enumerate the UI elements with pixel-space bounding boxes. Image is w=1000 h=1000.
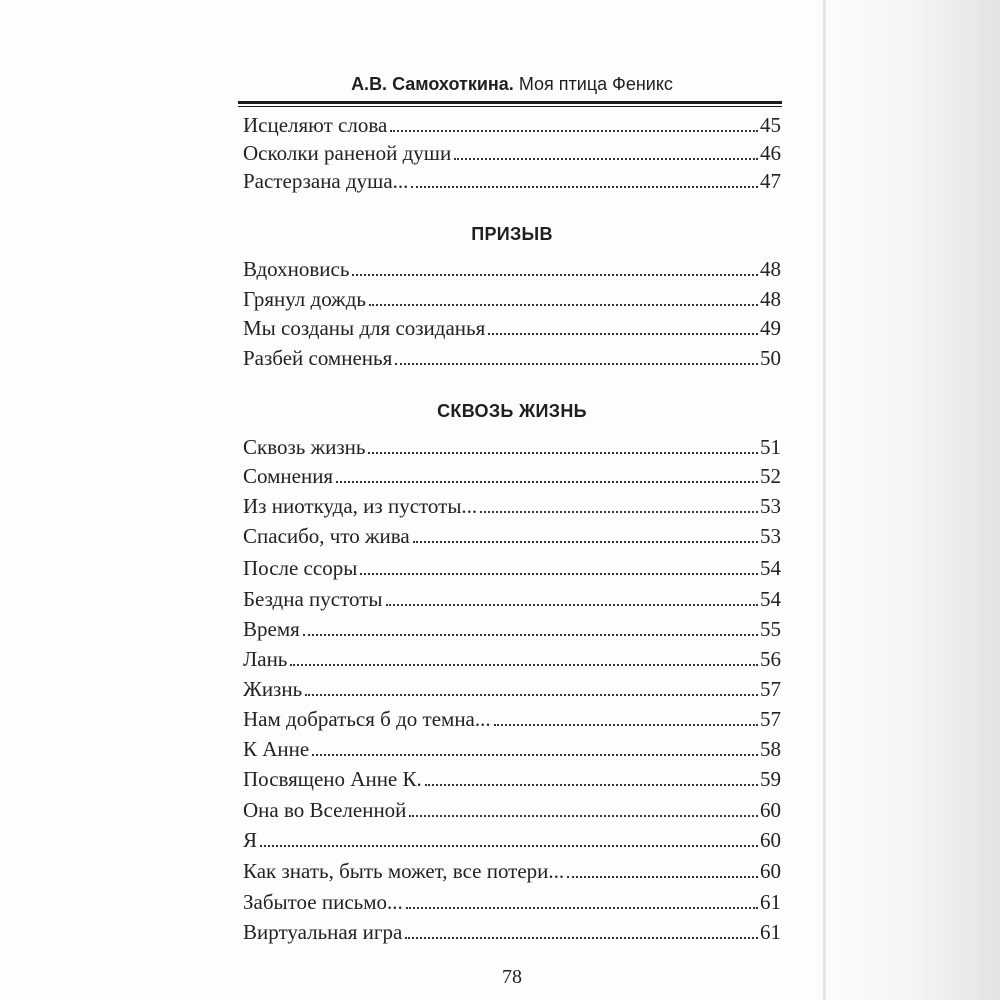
toc-entry-page: 60 — [760, 859, 781, 883]
toc-entry — [243, 254, 781, 284]
toc-entry-page: 54 — [760, 556, 781, 580]
dot-leader — [425, 784, 758, 786]
toc-entry-page: 49 — [760, 316, 781, 340]
running-head — [242, 69, 782, 99]
dot-leader — [336, 481, 758, 483]
toc-entry — [243, 917, 781, 947]
toc-entry-title: Вдохновись — [243, 257, 350, 281]
toc-entry — [243, 887, 781, 917]
toc-entry-page: 61 — [760, 890, 781, 914]
toc-entry-title: Грянул дождь — [243, 287, 366, 311]
toc-entry-page: 50 — [760, 346, 781, 370]
header-rule-thick — [238, 101, 782, 104]
dot-leader — [413, 541, 758, 543]
toc-entry-page: 46 — [760, 141, 781, 165]
toc-entry — [243, 491, 781, 521]
dot-leader — [409, 815, 758, 817]
toc-entry — [243, 432, 781, 462]
dot-leader — [260, 845, 758, 847]
dot-leader — [454, 158, 758, 160]
dot-leader — [411, 186, 758, 188]
dot-leader — [386, 604, 758, 606]
toc-entry-title: Мы созданы для созиданья — [243, 316, 486, 340]
dot-leader — [369, 304, 758, 306]
toc-entry — [243, 795, 781, 825]
toc-entry-page: 52 — [760, 464, 781, 488]
toc-entry-title: Из ниоткуда, из пустоты... — [243, 494, 478, 518]
dot-leader — [368, 452, 758, 454]
dot-leader — [494, 724, 758, 726]
toc-entry-page: 48 — [760, 257, 781, 281]
toc-entry-title: Растерзана душа... — [243, 169, 409, 193]
toc-entry — [243, 138, 781, 168]
toc-entry-title: После ссоры — [243, 556, 358, 580]
toc-entry — [243, 166, 781, 196]
toc-entry-page: 57 — [760, 677, 781, 701]
toc-entry-title: Спасибо, что жива — [243, 524, 410, 548]
toc-entry — [243, 734, 781, 764]
toc-entry-title: Время — [243, 617, 300, 641]
dot-leader — [312, 754, 758, 756]
toc-entry-title: Сквозь жизнь — [243, 435, 366, 459]
page-number: 78 — [502, 966, 522, 988]
dot-leader — [390, 130, 758, 132]
toc-entry-page: 56 — [760, 647, 781, 671]
section-heading: ПРИЗЫВ — [471, 224, 553, 244]
toc-entry-title: Она во Вселенной — [243, 798, 407, 822]
dot-leader — [406, 907, 758, 909]
toc-entry-page: 54 — [760, 587, 781, 611]
toc-entry-title: К Анне — [243, 737, 310, 761]
dot-leader — [360, 573, 758, 575]
toc-entry-page: 51 — [760, 435, 781, 459]
toc-entry — [243, 704, 781, 734]
toc-entry-title: Исцеляют слова — [243, 113, 388, 137]
dot-leader — [305, 694, 758, 696]
header-rule-thin — [238, 106, 782, 107]
toc-entry — [243, 553, 781, 583]
binding-shadow — [810, 0, 1000, 1000]
toc-entry-title: Как знать, быть может, все потери... — [243, 859, 565, 883]
dot-leader — [303, 634, 758, 636]
toc-entry — [243, 461, 781, 491]
dot-leader — [395, 363, 758, 365]
toc-entry — [243, 614, 781, 644]
toc-entry — [243, 674, 781, 704]
toc-entry — [243, 856, 781, 886]
dot-leader — [488, 333, 758, 335]
toc-entry-title: Нам добраться б до темна... — [243, 707, 491, 731]
toc-entry-title: Забытое письмо... — [243, 890, 403, 914]
toc-entry-title: Посвящено Анне К. — [243, 767, 422, 791]
toc-entry-title: Жизнь — [243, 677, 303, 701]
toc-entry-page: 53 — [760, 524, 781, 548]
toc-entry — [243, 644, 781, 674]
toc-entry-page: 58 — [760, 737, 781, 761]
toc-entry-title: Бездна пустоты — [243, 587, 383, 611]
toc-entry — [243, 110, 781, 140]
toc-entry-title: Я — [243, 828, 258, 852]
toc-entry-title: Разбей сомненья — [243, 346, 393, 370]
toc-entry-page: 47 — [760, 169, 781, 193]
dot-leader — [567, 876, 758, 878]
toc-entry-page: 48 — [760, 287, 781, 311]
dot-leader — [405, 937, 758, 939]
toc-entry-page: 57 — [760, 707, 781, 731]
toc-entry-page: 45 — [760, 113, 781, 137]
toc-entry-page: 55 — [760, 617, 781, 641]
toc-entry — [243, 584, 781, 614]
toc-entry — [243, 825, 781, 855]
binding-edge — [823, 0, 826, 1000]
running-head-book-title: Моя птица Феникс — [518, 74, 673, 94]
toc-entry — [243, 343, 781, 373]
section-heading: СКВОЗЬ ЖИЗНЬ — [437, 401, 587, 421]
dot-leader — [290, 664, 758, 666]
toc-entry — [243, 521, 781, 551]
toc-entry-title: Осколки раненой души — [243, 141, 452, 165]
toc-entry-title: Лань — [243, 647, 288, 671]
toc-entry — [243, 313, 781, 343]
dot-leader — [480, 511, 758, 513]
toc-entry-title: Виртуальная игра — [243, 920, 403, 944]
toc-entry-page: 59 — [760, 767, 781, 791]
toc-entry-title: Сомнения — [243, 464, 334, 488]
toc-entry — [243, 764, 781, 794]
toc-entry-page: 60 — [760, 798, 781, 822]
toc-entry-page: 60 — [760, 828, 781, 852]
dot-leader — [352, 274, 758, 276]
toc-entry — [243, 284, 781, 314]
toc-entry-page: 53 — [760, 494, 781, 518]
toc-entry-page: 61 — [760, 920, 781, 944]
running-head-author: А.В. Самохоткина. — [351, 74, 514, 94]
